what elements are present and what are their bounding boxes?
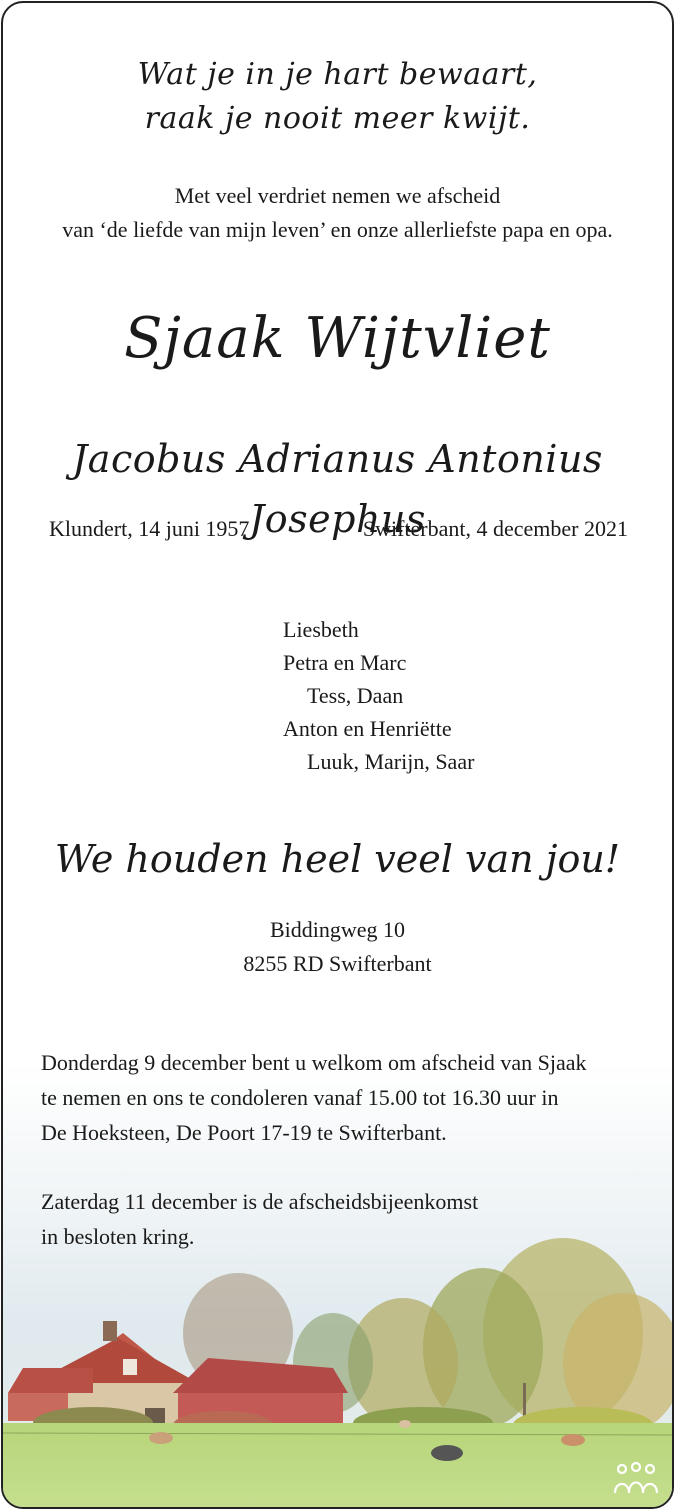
address: [3, 913, 672, 981]
info-line: Donderdag 9 december bent u welkom om afscheid van Sjaak: [41, 1050, 587, 1075]
death-date: Swifterbant, 4 december 2021: [362, 516, 628, 541]
deceased-full-name: Jacobus Adrianus Antonius Josephus: [72, 437, 603, 541]
address-street: Biddingweg 10: [269, 917, 406, 942]
info-line: De Hoeksteen, De Poort 17-19 te Swifterbant.: [41, 1120, 447, 1145]
family-logo-icon: [612, 1461, 660, 1495]
ceremony-info: [41, 1045, 587, 1254]
info-line: in besloten kring.: [41, 1224, 195, 1249]
family-member: Anton en Henriëtte: [283, 716, 452, 741]
motto-line-2: raak je nooit meer kwijt.: [144, 101, 531, 136]
family-member: Luuk, Marijn, Saar: [307, 749, 475, 774]
family-member: Tess, Daan: [307, 683, 404, 708]
deceased-name: Sjaak Wijtvliet: [124, 306, 551, 371]
address-city: 8255 RD Swifterbant: [243, 951, 432, 976]
love-line: We houden heel veel van jou!: [54, 837, 621, 881]
motto-line-1: Wat je in je hart bewaart,: [137, 57, 538, 92]
intro-line-2: van ‘de liefde van mijn leven’ en onze allerliefste papa en opa.: [62, 217, 613, 242]
intro-line-1: Met veel verdriet nemen we afscheid: [174, 183, 501, 208]
obituary-card: [1, 1, 674, 1509]
paragraph-gap: [41, 1150, 587, 1184]
motto: [3, 53, 672, 141]
family-list: [283, 613, 474, 778]
birth-date: Klundert, 14 juni 1957: [49, 516, 250, 541]
info-line: te nemen en ons te condoleren vanaf 15.00 tot 16.30 uur in: [41, 1085, 559, 1110]
family-member: Petra en Marc: [283, 650, 407, 675]
intro-text: [3, 179, 672, 247]
info-line: Zaterdag 11 december is de afscheidsbijeenkomst: [41, 1189, 479, 1214]
family-member: Liesbeth: [283, 617, 359, 642]
